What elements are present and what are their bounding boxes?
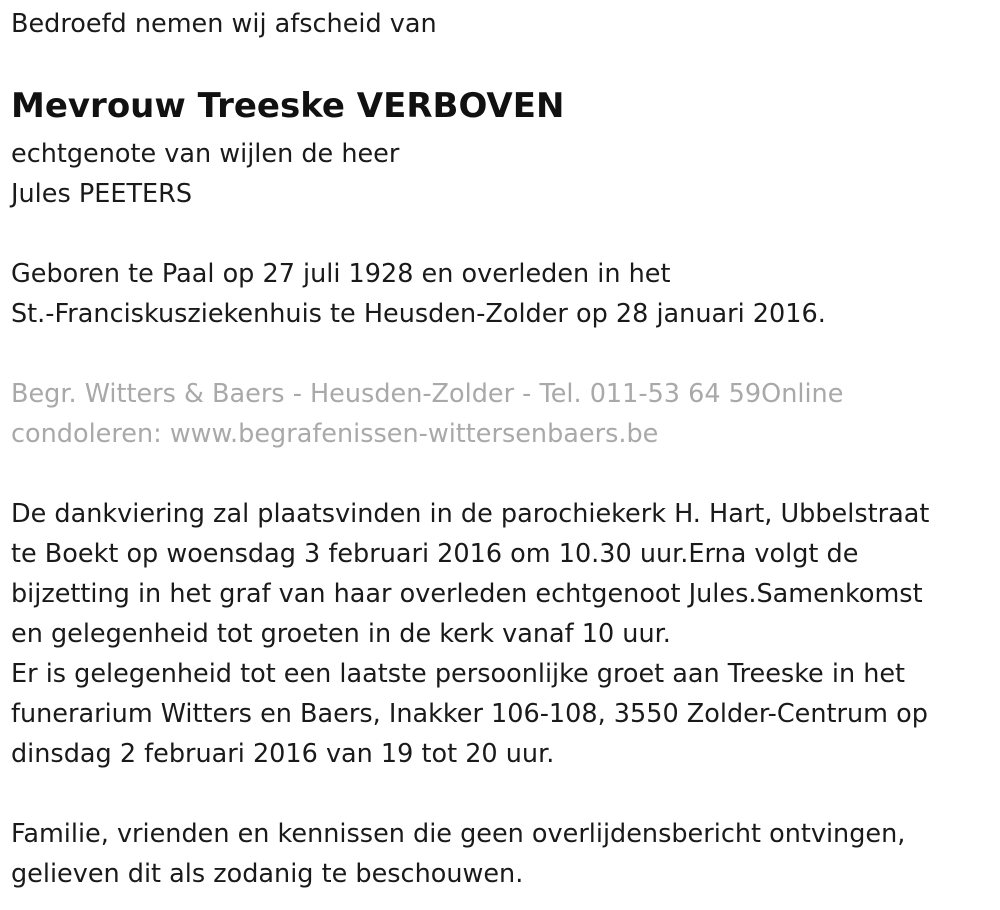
ceremony-line-7: dinsdag 2 februari 2016 van 19 tot 20 uur. bbox=[11, 739, 555, 769]
ceremony-line-2: te Boekt op woensdag 3 februari 2016 om 10.30 uur.Erna volgt de bbox=[11, 539, 859, 569]
ceremony-line-5: Er is gelegenheid tot een laatste persoonlijke groet aan Treeske in het bbox=[11, 659, 906, 689]
relation-line-2: Jules PEETERS bbox=[11, 179, 193, 209]
closing-line-2: gelieven dit als zodanig te beschouwen. bbox=[11, 859, 524, 889]
ceremony-line-3: bijzetting in het graf van haar overleden echtgenoot Jules.Samenkomst bbox=[11, 579, 923, 609]
ceremony-line-6: funerarium Witters en Baers, Inakker 106-108, 3550 Zolder-Centrum op bbox=[11, 699, 928, 729]
closing-line-1: Familie, vrienden en kennissen die geen overlijdensbericht ontvingen, bbox=[11, 819, 906, 849]
funeral-home-line-2: condoleren: www.begrafenissen-wittersenbaers.be bbox=[11, 419, 659, 449]
funeral-home-line-1: Begr. Witters & Baers - Heusden-Zolder - Tel. 011-53 64 59Online bbox=[11, 379, 844, 409]
ceremony-line-4: en gelegenheid tot groeten in de kerk vanaf 10 uur. bbox=[11, 619, 671, 649]
birth-death-line-1: Geboren te Paal op 27 juli 1928 en overleden in het bbox=[11, 259, 671, 289]
deceased-name: Mevrouw Treeske VERBOVEN bbox=[11, 86, 565, 126]
relation-line-1: echtgenote van wijlen de heer bbox=[11, 139, 400, 169]
birth-death-line-2: St.-Franciskusziekenhuis te Heusden-Zolder op 28 januari 2016. bbox=[11, 299, 826, 329]
intro-text: Bedroefd nemen wij afscheid van bbox=[11, 9, 437, 39]
ceremony-line-1: De dankviering zal plaatsvinden in de parochiekerk H. Hart, Ubbelstraat bbox=[11, 499, 930, 529]
